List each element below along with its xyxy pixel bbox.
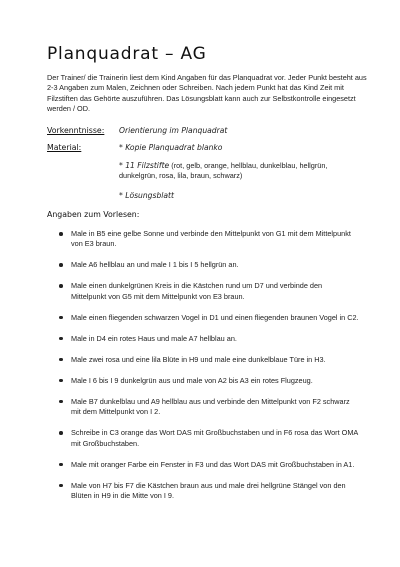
material-item-copy [119, 143, 359, 153]
material-row [47, 143, 81, 152]
list-item [59, 334, 359, 344]
list-item-text: Male in D4 ein rotes Haus und male A7 hellblau an. [71, 333, 237, 343]
list-item [59, 260, 359, 270]
list-item-text: Male I 6 bis I 9 dunkelgrün aus und male von A2 bis A3 ein rotes Flugzeug. [71, 375, 313, 385]
prereq-label: Vorkenntnisse: [47, 126, 105, 135]
bullet-icon [59, 379, 63, 383]
intro-paragraph: Der Trainer/ die Trainerin liest dem Kind Angaben für das Planquadrat vor. Jeder Punkt besteht aus 2-3 Angaben zum Malen, Zeichnen oder Schreiben. Nach jedem Punkt hat das Kind Zeit mit Filzstiften das Gehörte auszuführen. Das Lösungsblatt kann auch zur Selbstkontrolle eingesetzt werden / OD. [47, 73, 367, 114]
list-item [59, 355, 359, 365]
list-item [59, 229, 359, 250]
material-item-copy-text: * Kopie Planquadrat blanko [119, 143, 223, 152]
material-item-solution [119, 191, 359, 201]
list-item [59, 397, 359, 418]
bullet-icon [59, 358, 63, 362]
page-title: Planquadrat – AG [47, 44, 207, 64]
bullet-icon [59, 337, 63, 341]
list-item [59, 460, 359, 470]
list-item [59, 281, 359, 302]
material-item-pens-colors: (rot, gelb, orange, hellblau, dunkelblau, hellgrün, dunkelgrün, rosa, lila, braun, schwarz) [119, 161, 328, 181]
list-item [59, 313, 359, 323]
bullet-icon [59, 463, 63, 467]
bullet-icon [59, 232, 63, 236]
bullet-icon [59, 284, 63, 288]
bullet-icon [59, 431, 63, 435]
prereq-row [47, 126, 228, 135]
list-item-text: Male mit oranger Farbe ein Fenster in F3 und das Wort DAS mit Großbuchstaben in A1. [71, 459, 355, 469]
material-item-pens-strong: * 11 Filzstifte [119, 161, 170, 170]
list-item-text: Male zwei rosa und eine lila Blüte in H9 und male eine dunkelblaue Türe in H3. [71, 354, 326, 364]
list-item-text: Male einen dunkelgrünen Kreis in die Kästchen rund um D7 und verbinde den Mittelpunkt von G5 mit dem Mittelpunkt von E3 braun. [71, 281, 323, 301]
list-item-text: Male B7 dunkelblau und A9 hellblau aus und verbinde den Mittelpunkt von F2 schwarz mit dem Mittelpunkt von I 2. [71, 396, 350, 417]
list-item [59, 376, 359, 386]
list-item-text: Male einen fliegenden schwarzen Vogel in D1 und einen fliegenden braunen Vogel in C2. [71, 312, 359, 322]
material-label: Material: [47, 143, 82, 152]
prereq-value: Orientierung im Planquadrat [119, 126, 228, 135]
instruction-list [59, 229, 359, 512]
bullet-icon [59, 316, 63, 320]
bullet-icon [59, 263, 63, 267]
list-item-text: Male A6 hellblau an und male I 1 bis I 5 hellgrün an. [71, 260, 239, 270]
section-heading: Angaben zum Vorlesen: [47, 210, 140, 219]
bullet-icon [59, 484, 63, 488]
list-item-text: Male in B5 eine gelbe Sonne und verbinde den Mittelpunkt von G1 mit dem Mittelpunkt von E3 braun. [71, 229, 351, 249]
list-item [59, 481, 359, 502]
list-item-text: Schreibe in C3 orange das Wort DAS mit Großbuchstaben und in F6 rosa das Wort OMA mit Großbuchstaben. [71, 428, 358, 448]
material-item-pens [119, 161, 359, 182]
material-item-solution-text: * Lösungsblatt [119, 191, 174, 200]
bullet-icon [59, 400, 63, 404]
list-item-text: Male von H7 bis F7 die Kästchen braun aus und male drei hellgrüne Stängel von den Blüten in H9 in die Mitte von I 9. [71, 480, 346, 501]
list-item [59, 428, 359, 449]
